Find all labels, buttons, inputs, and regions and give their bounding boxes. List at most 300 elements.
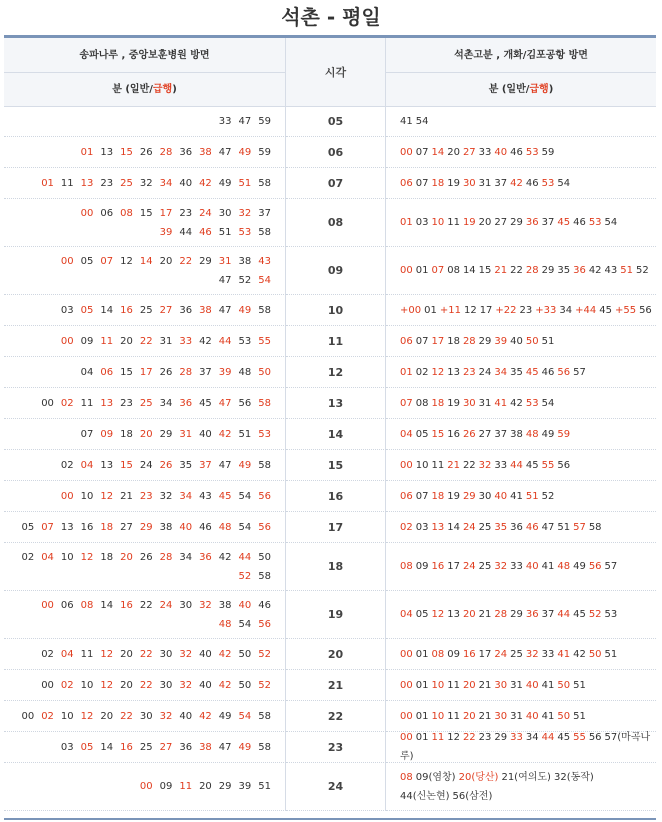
right-minute-list <box>400 518 605 537</box>
left-subheader <box>4 72 286 106</box>
express-departure-minute: 07 <box>41 521 54 533</box>
express-departure-minute: 44 <box>541 732 555 743</box>
departure-minute: 41 <box>400 116 413 127</box>
subheader-express: 급행 <box>529 84 549 95</box>
departure-minute: 43 <box>604 265 618 276</box>
right-departures-cell <box>386 419 656 450</box>
departure-minute: 34 <box>525 732 539 743</box>
departure-minute: 09 <box>447 648 460 660</box>
departure-minute: 47 <box>218 274 232 286</box>
departure-minute: 54 <box>557 177 571 189</box>
express-departure-minute: 01 <box>400 366 413 378</box>
left-departures-cell <box>4 326 286 357</box>
express-departure-minute: 28 <box>462 335 476 347</box>
departure-minute: 06 <box>100 207 114 219</box>
departure-minute: 13 <box>60 521 74 533</box>
express-departure-minute: 20(당산) <box>458 771 499 783</box>
express-departure-minute: 11 <box>431 732 445 743</box>
departure-minute: 03 <box>60 304 74 316</box>
departure-minute: 46 <box>258 599 271 611</box>
express-departure-minute: 16 <box>462 648 476 660</box>
express-departure-minute: 54 <box>238 710 252 722</box>
express-departure-minute: 38 <box>199 146 212 158</box>
express-departure-minute: 26 <box>159 459 173 471</box>
departure-minute: 50 <box>238 679 252 691</box>
left-departures-cell <box>4 247 286 295</box>
departure-minute: 09(염창) <box>415 771 456 783</box>
departure-minute: 47 <box>218 741 232 753</box>
express-departure-minute: 31 <box>179 428 193 440</box>
departure-minute: 54 <box>238 521 252 533</box>
express-departure-minute: 51 <box>238 177 252 189</box>
departure-minute: 49 <box>573 561 586 572</box>
hour-cell: 15 <box>286 450 386 481</box>
departure-minute: 02 <box>60 459 74 471</box>
right-departures-cell <box>386 168 656 199</box>
page-title: 석촌 - 평일 <box>281 5 381 29</box>
departure-minute: 56 <box>588 732 602 743</box>
departure-minute: 06 <box>60 599 74 611</box>
hour-cell: 18 <box>286 543 386 591</box>
express-departure-minute: 15 <box>120 146 133 158</box>
right-departures-cell <box>386 388 656 419</box>
departure-minute: 11 <box>447 710 460 722</box>
left-departures-cell <box>4 670 286 701</box>
left-minute-list <box>34 394 271 413</box>
left-minute-list <box>74 143 271 162</box>
express-departure-minute: 32 <box>494 561 508 572</box>
left-departures-cell <box>4 106 286 137</box>
left-minute-list <box>34 645 271 664</box>
departure-minute: 14 <box>447 521 460 533</box>
departure-minute: 25 <box>478 561 492 572</box>
departure-minute: 50 <box>258 551 271 563</box>
departure-minute: 31 <box>478 397 492 409</box>
departure-minute: 23 <box>120 397 133 409</box>
express-departure-minute: 42 <box>510 177 523 189</box>
express-departure-minute: 24 <box>494 648 508 660</box>
departure-minute: 52 <box>636 265 649 276</box>
departure-minute: 54 <box>604 217 618 228</box>
departure-minute: 31 <box>510 710 523 722</box>
left-minute-list <box>14 518 271 537</box>
departure-minute: 18 <box>447 335 460 347</box>
express-departure-minute: 14 <box>431 146 445 158</box>
express-departure-minute: 55 <box>541 459 555 471</box>
hour-cell: 14 <box>286 419 386 450</box>
departure-minute: 34 <box>179 551 193 563</box>
left-departures-cell <box>4 591 286 639</box>
hour-cell: 09 <box>286 247 386 295</box>
express-departure-minute: 45 <box>525 366 539 378</box>
express-departure-minute: 07 <box>400 397 413 409</box>
express-departure-minute: 41 <box>557 648 571 660</box>
express-departure-minute: 42 <box>199 177 212 189</box>
departure-minute: 27 <box>478 428 492 440</box>
departure-minute: 15 <box>478 265 492 276</box>
hour-cell: 05 <box>286 106 386 137</box>
express-departure-minute: 17 <box>139 366 153 378</box>
departure-minute: 21 <box>478 679 492 691</box>
left-departures-cell <box>4 295 286 326</box>
right-minute-list <box>400 728 656 766</box>
express-departure-minute: 04 <box>41 551 54 563</box>
left-minute-list <box>54 487 271 506</box>
right-minute-list <box>400 394 557 413</box>
departure-minute: 20 <box>447 146 460 158</box>
departure-minute: 02 <box>21 551 35 563</box>
express-departure-minute: 13 <box>80 177 94 189</box>
departure-minute: 00 <box>21 710 35 722</box>
departure-minute: 20 <box>478 217 492 228</box>
departure-minute: 37 <box>494 177 508 189</box>
departure-minute: 05 <box>415 609 429 620</box>
departure-minute: 18 <box>100 551 114 563</box>
express-departure-minute: 33 <box>510 732 523 743</box>
departure-minute: 52 <box>238 274 252 286</box>
departure-minute: 16 <box>447 428 460 440</box>
departure-minute: 14 <box>100 599 114 611</box>
hour-cell: 06 <box>286 137 386 168</box>
departure-minute: 54 <box>238 490 252 502</box>
right-minute-list <box>400 425 573 444</box>
hour-cell: 20 <box>286 639 386 670</box>
departure-minute: 42 <box>588 265 602 276</box>
hour-column-header: 시각 <box>286 38 386 106</box>
right-departures-cell <box>386 247 656 295</box>
express-departure-minute: 32 <box>159 710 173 722</box>
express-departure-minute: 50 <box>557 710 571 722</box>
departure-minute: 37 <box>541 217 555 228</box>
departure-minute: 45 <box>199 397 212 409</box>
departure-minute: 14 <box>100 741 114 753</box>
express-departure-minute: 41 <box>494 397 508 409</box>
express-departure-minute: 52 <box>588 609 602 620</box>
express-departure-minute: 42 <box>218 428 232 440</box>
express-departure-minute: 00 <box>60 490 74 502</box>
express-departure-minute: 58 <box>258 397 271 409</box>
departure-minute: 46 <box>510 146 523 158</box>
departure-minute: 05 <box>21 521 35 533</box>
express-departure-minute: 53 <box>258 428 271 440</box>
departure-minute: 58 <box>258 304 271 316</box>
left-minute-list <box>34 676 271 695</box>
left-minute-list <box>14 548 271 586</box>
departure-minute: 54 <box>415 116 429 127</box>
departure-minute: 46 <box>573 217 586 228</box>
departure-minute: 10 <box>60 710 74 722</box>
departure-minute: 17 <box>479 304 493 316</box>
express-departure-minute: 08 <box>80 599 94 611</box>
left-departures-cell <box>4 543 286 591</box>
express-departure-minute: 00 <box>400 710 413 722</box>
express-departure-minute: 28 <box>159 551 173 563</box>
subheader-prefix: 분 (일반/ <box>112 84 153 95</box>
express-departure-minute: 39 <box>218 366 232 378</box>
departure-minute: 24 <box>139 459 153 471</box>
express-departure-minute: 25 <box>120 177 133 189</box>
express-departure-minute: 00 <box>139 781 153 792</box>
departure-minute: 24 <box>478 366 492 378</box>
departure-minute: 53 <box>604 609 618 620</box>
express-departure-minute: 49 <box>238 146 252 158</box>
departure-minute: 51 <box>218 226 232 238</box>
express-departure-minute: 00 <box>400 146 413 158</box>
departure-minute: 05 <box>415 428 429 440</box>
hour-cell: 22 <box>286 701 386 732</box>
express-departure-minute: 48 <box>218 521 232 533</box>
departure-minute: 51 <box>573 679 586 691</box>
departure-minute: 30 <box>478 490 492 502</box>
departure-minute: 38 <box>238 255 252 267</box>
express-departure-minute: 17 <box>159 207 173 219</box>
departure-minute: 36 <box>179 146 193 158</box>
departure-minute: 01 <box>415 710 429 722</box>
right-departures-cell <box>386 357 656 388</box>
express-departure-minute: 40 <box>525 679 539 691</box>
express-departure-minute: 06 <box>100 366 114 378</box>
express-departure-minute: 52 <box>238 570 252 582</box>
express-departure-minute: 30 <box>462 177 476 189</box>
express-departure-minute: 31 <box>218 255 232 267</box>
left-minute-list <box>74 425 271 444</box>
departure-minute: 45 <box>573 609 586 620</box>
departure-minute: 38 <box>218 599 232 611</box>
departure-minute: 58 <box>258 710 271 722</box>
express-departure-minute: 32 <box>179 648 193 660</box>
right-departures-cell <box>386 295 656 326</box>
express-departure-minute: 24 <box>462 521 476 533</box>
departure-minute: 41 <box>510 490 523 502</box>
express-departure-minute: +33 <box>535 304 557 316</box>
express-departure-minute: 00 <box>400 265 413 276</box>
hour-cell: 19 <box>286 591 386 639</box>
departure-minute: 18 <box>120 428 133 440</box>
departure-minute: 29 <box>218 781 232 792</box>
express-departure-minute: 00 <box>400 648 413 660</box>
left-minute-list <box>54 301 271 320</box>
express-departure-minute: 32 <box>478 459 492 471</box>
departure-minute: 08 <box>415 397 429 409</box>
express-departure-minute: 09 <box>100 428 114 440</box>
express-departure-minute: 46 <box>199 226 212 238</box>
express-departure-minute: 02 <box>41 710 54 722</box>
departure-minute: 14 <box>462 265 476 276</box>
express-departure-minute: 39 <box>494 335 508 347</box>
departure-minute: 46 <box>541 366 555 378</box>
departure-minute: 17 <box>478 648 492 660</box>
departure-minute: 29 <box>199 255 212 267</box>
departure-minute: 00 <box>41 679 54 691</box>
departure-minute: 07 <box>415 146 429 158</box>
departure-minute: 38 <box>159 521 173 533</box>
right-minute-list <box>400 707 589 726</box>
express-departure-minute: 53 <box>588 217 602 228</box>
departure-minute: 11 <box>447 679 460 691</box>
express-departure-minute: 40 <box>179 521 193 533</box>
departure-minute: 45 <box>525 459 539 471</box>
express-departure-minute: 02 <box>400 521 413 533</box>
departure-minute: 20 <box>100 710 114 722</box>
departure-minute: 40 <box>179 710 193 722</box>
express-departure-minute: 32 <box>199 599 212 611</box>
express-departure-minute: 15 <box>120 459 133 471</box>
departure-minute: 29 <box>159 428 173 440</box>
departure-minute: 42 <box>510 397 523 409</box>
express-departure-minute: 04 <box>400 428 413 440</box>
right-minute-list <box>400 363 589 382</box>
departure-minute: 51 <box>238 428 252 440</box>
departure-minute: 41 <box>541 679 555 691</box>
express-departure-minute: 32 <box>238 207 252 219</box>
express-departure-minute: 06 <box>400 335 413 347</box>
left-departures-cell <box>4 419 286 450</box>
departure-minute: 21 <box>478 710 492 722</box>
left-departures-cell <box>4 481 286 512</box>
departure-minute: 41 <box>541 561 555 572</box>
express-departure-minute: 53 <box>525 146 539 158</box>
express-departure-minute: 10 <box>431 679 445 691</box>
departure-minute: 39 <box>238 781 252 792</box>
express-departure-minute: 23 <box>139 490 153 502</box>
departure-minute: 36 <box>179 741 193 753</box>
left-direction-header: 송파나루 , 중앙보훈병원 방면 <box>4 38 286 72</box>
departure-minute: 26 <box>159 366 173 378</box>
departure-minute: 32(동작) <box>553 771 594 783</box>
left-departures-cell <box>4 512 286 543</box>
right-departures-cell <box>386 512 656 543</box>
left-departures-cell <box>4 388 286 419</box>
right-minute-list <box>400 557 620 576</box>
express-departure-minute: 21 <box>494 265 508 276</box>
express-departure-minute: 22 <box>139 335 153 347</box>
departure-minute: 13 <box>100 459 114 471</box>
express-departure-minute: 24 <box>159 599 173 611</box>
departure-minute: 52 <box>541 490 555 502</box>
express-departure-minute: 38 <box>199 304 212 316</box>
departure-minute: 43 <box>199 490 212 502</box>
departure-minute: 10 <box>80 490 94 502</box>
departure-minute: 37 <box>258 207 271 219</box>
express-departure-minute: 16 <box>120 599 133 611</box>
right-minute-list <box>400 301 655 320</box>
express-departure-minute: 44 <box>557 609 571 620</box>
express-departure-minute: 20 <box>462 679 476 691</box>
express-departure-minute: 48 <box>557 561 571 572</box>
departure-minute: 33 <box>541 648 555 660</box>
right-direction-header: 석촌고분 , 개화/김포공항 방면 <box>386 38 656 72</box>
departure-minute: 05 <box>80 255 94 267</box>
express-departure-minute: 24 <box>462 561 476 572</box>
departure-minute: 20 <box>199 781 212 792</box>
departure-minute: 20 <box>120 335 133 347</box>
express-departure-minute: 05 <box>80 741 94 753</box>
left-minute-list <box>34 596 271 634</box>
left-departures-cell <box>4 450 286 481</box>
departure-minute: 25 <box>510 648 523 660</box>
express-departure-minute: 30 <box>462 397 476 409</box>
departure-minute: 33 <box>478 146 492 158</box>
departure-minute: 19 <box>447 490 460 502</box>
departure-minute: 49 <box>218 177 232 189</box>
hour-cell: 23 <box>286 732 386 763</box>
express-departure-minute: 27 <box>462 146 476 158</box>
express-departure-minute: 50 <box>588 648 602 660</box>
express-departure-minute: 18 <box>431 397 445 409</box>
express-departure-minute: 25 <box>139 397 153 409</box>
express-departure-minute: 23 <box>462 366 476 378</box>
express-departure-minute: 46 <box>525 521 539 533</box>
express-departure-minute: 30 <box>494 679 508 691</box>
departure-minute: 32 <box>159 490 173 502</box>
departure-minute: 37 <box>199 366 212 378</box>
departure-minute: 26 <box>139 551 153 563</box>
departure-minute: 42 <box>199 335 212 347</box>
express-departure-minute: 22 <box>139 679 153 691</box>
departure-minute: 13 <box>447 609 460 620</box>
departure-minute: 34 <box>159 397 173 409</box>
departure-minute: 11 <box>60 177 74 189</box>
departure-minute: 32 <box>139 177 153 189</box>
departure-minute: 53 <box>238 335 252 347</box>
departure-minute: 30 <box>159 648 173 660</box>
express-departure-minute: 18 <box>100 521 114 533</box>
express-departure-minute: 12 <box>431 609 445 620</box>
departure-minute: 58 <box>258 570 271 582</box>
express-departure-minute: 07 <box>431 265 445 276</box>
express-departure-minute: 29 <box>462 490 476 502</box>
express-departure-minute: 52 <box>258 648 271 660</box>
departure-minute: 47 <box>238 116 252 127</box>
departure-minute: 51 <box>604 648 618 660</box>
express-departure-minute: 53 <box>525 397 539 409</box>
express-departure-minute: 29 <box>139 521 153 533</box>
departure-minute: 40 <box>199 428 212 440</box>
express-departure-minute: 53 <box>238 226 252 238</box>
departure-minute: 46 <box>199 521 212 533</box>
express-departure-minute: 51 <box>620 265 634 276</box>
express-departure-minute: 28 <box>494 609 508 620</box>
express-departure-minute: 45 <box>557 217 571 228</box>
departure-minute: 56 <box>557 459 571 471</box>
express-departure-minute: +55 <box>614 304 637 316</box>
express-departure-minute: 05 <box>80 304 94 316</box>
left-departures-cell <box>4 168 286 199</box>
express-departure-minute: 18 <box>431 490 445 502</box>
departure-minute: 34 <box>559 304 573 316</box>
departure-minute: 51 <box>258 781 271 792</box>
departure-minute: 33 <box>218 116 232 127</box>
left-minute-list <box>54 456 271 475</box>
departure-minute: 47 <box>541 521 555 533</box>
express-departure-minute: 16 <box>120 304 133 316</box>
express-departure-minute: 34 <box>179 490 193 502</box>
departure-minute: 12 <box>463 304 477 316</box>
departure-minute: 12 <box>447 732 460 743</box>
express-departure-minute: 10 <box>431 217 445 228</box>
left-minute-list <box>34 174 271 193</box>
express-departure-minute: 37 <box>199 459 212 471</box>
departure-minute: 56 <box>238 397 252 409</box>
express-departure-minute: 32 <box>525 648 539 660</box>
express-departure-minute: 06 <box>400 490 413 502</box>
express-departure-minute: 47 <box>218 397 232 409</box>
express-departure-minute: 50 <box>258 366 271 378</box>
departure-minute: 07 <box>415 490 429 502</box>
express-departure-minute: 02 <box>60 397 74 409</box>
departure-minute: 41 <box>541 710 555 722</box>
express-departure-minute: 50 <box>525 335 539 347</box>
